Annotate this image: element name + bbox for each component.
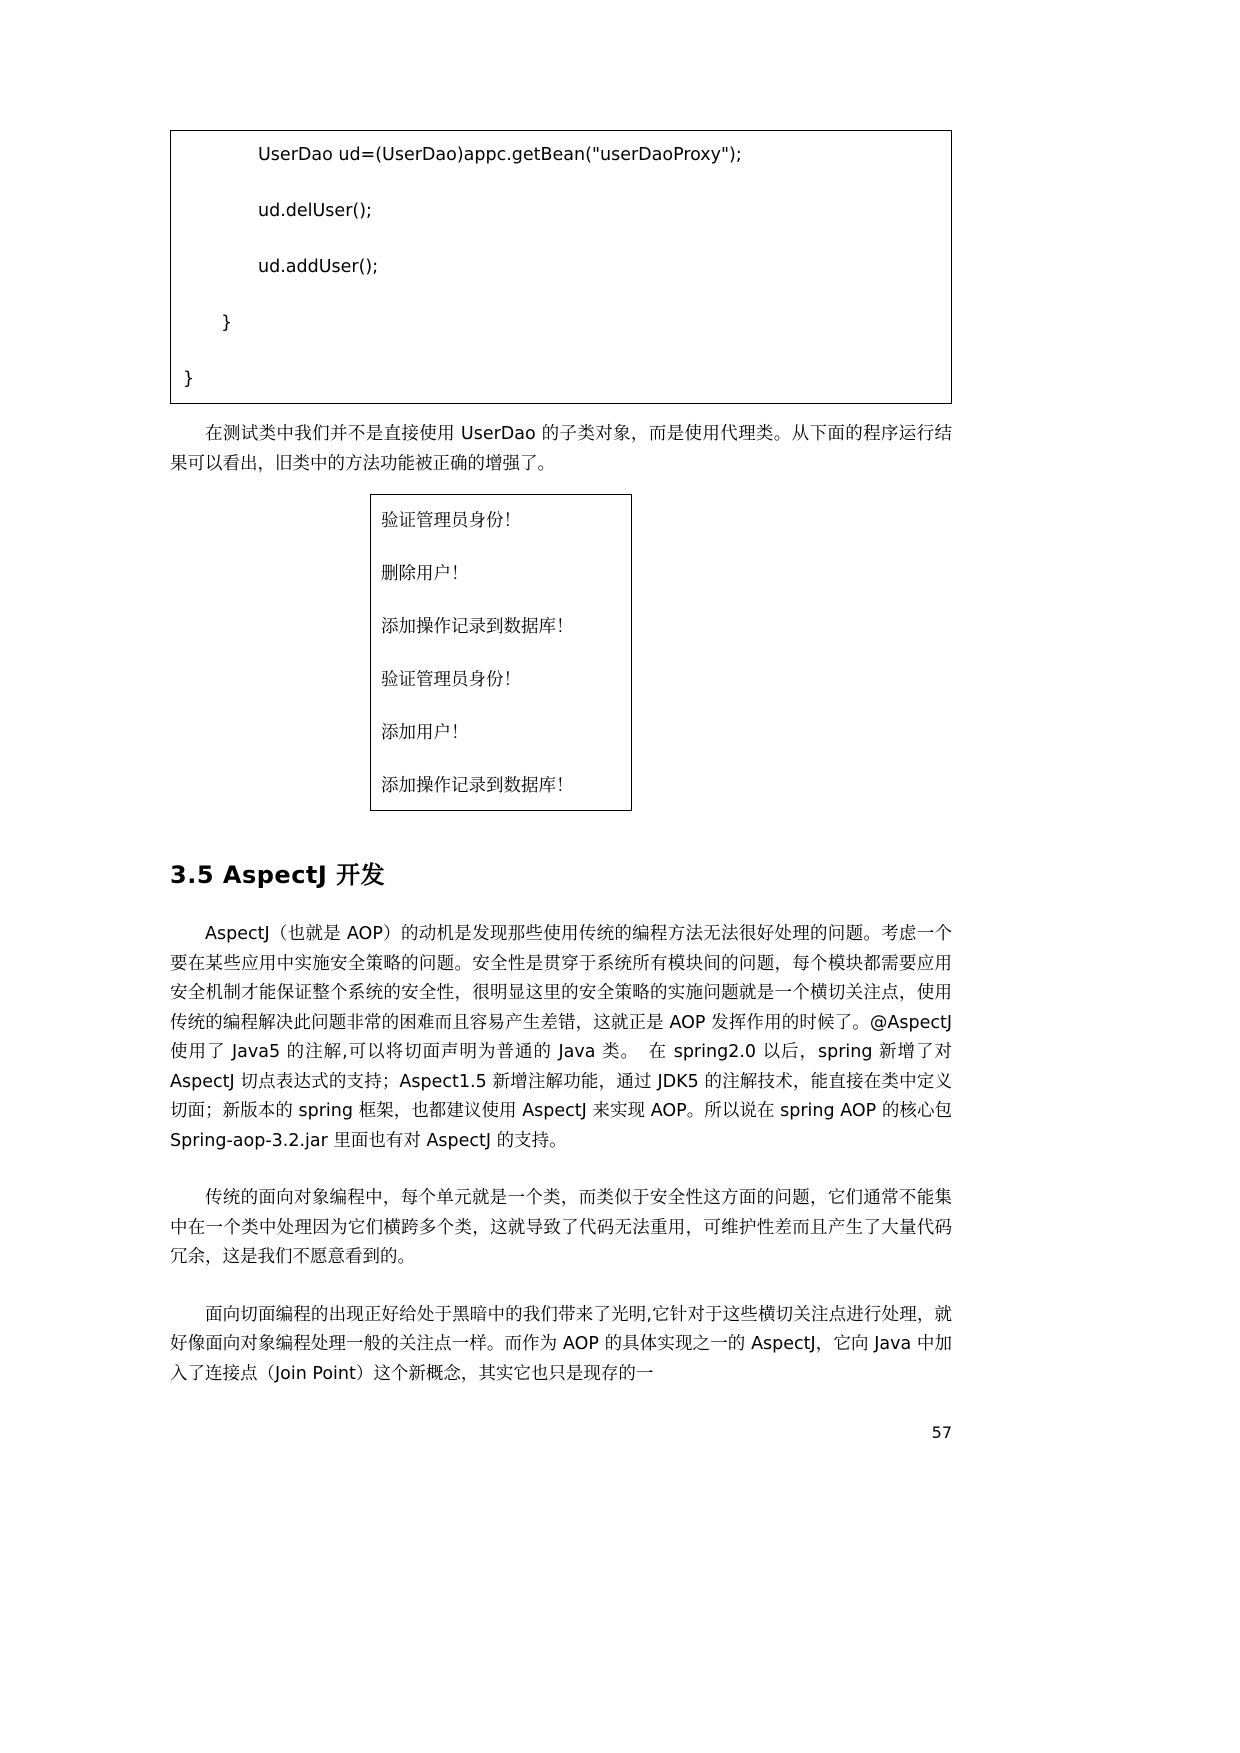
console-output-line: 验证管理员身份！ [381,669,521,689]
page-content [170,0,952,1389]
code-line: UserDao ud=(UserDao)appc.getBean("userDaoProxy"); [258,145,742,165]
console-output-line: 添加操作记录到数据库！ [381,775,574,795]
code-line: } [221,313,233,333]
console-output-line: 验证管理员身份！ [381,510,521,530]
page-number: 57 [931,1423,952,1442]
paragraph-aop-benefit: 面向切面编程的出现正好给处于黑暗中的我们带来了光明,它针对于这些横切关注点进行处理，就好像面向对象编程处理一般的关注点一样。而作为 AOP 的具体实现之一的 AspectJ，它向 Java 中加入了连接点（Join Point）这个新概念，其实它也只是现存的一 [170,1304,952,1384]
paragraph-proxy-test: 在测试类中我们并不是直接使用 UserDao 的子类对象，而是使用代理类。从下面的程序运行结果可以看出，旧类中的方法功能被正确的增强了。 [170,424,952,474]
console-output-line: 删除用户！ [381,563,469,583]
console-output-line: 添加用户！ [381,722,469,742]
code-block [170,130,952,404]
paragraph-oop-limitation: 传统的面向对象编程中，每个单元就是一个类，而类似于安全性这方面的问题，它们通常不能集中在一个类中处理因为它们横跨多个类，这就导致了代码无法重用，可维护性差而且产生了大量代码冗余，这是我们不愿意看到的。 [170,1188,952,1267]
code-line: } [183,369,195,389]
console-output-box [370,494,632,811]
code-line: ud.delUser(); [258,201,372,221]
code-line: ud.addUser(); [258,257,379,277]
console-output-line: 添加操作记录到数据库！ [381,616,574,636]
paragraph-aspectj-intro: AspectJ（也就是 AOP）的动机是发现那些使用传统的编程方法无法很好处理的问题。考虑一个要在某些应用中实施安全策略的问题。安全性是贯穿于系统所有模块间的问题，每个模块都需要应用安全机制才能保证整个系统的安全性，很明显这里的安全策略的实施问题就是一个横切关注点，使用传统的编程解决此问题非常的困难而且容易产生差错，这就正是 AOP 发挥作用的时候了。@AspectJ 使用了 Java5 的注解,可以将切面声明为普通的 Java 类。 在 spring2.0 以后，spring 新增了对 AspectJ 切点表达式的支持；Aspect1.5 新增注解功能，通过 JDK5 的注解技术，能直接在类中定义切面；新版本的 spring 框架，也都建议使用 AspectJ 来实现 AOP。所以说在 spring AOP 的核心包 Spring-aop-3.2.jar 里面也有对 AspectJ 的支持。 [170,924,952,1151]
section-heading: 3.5 AspectJ 开发 [170,861,386,889]
